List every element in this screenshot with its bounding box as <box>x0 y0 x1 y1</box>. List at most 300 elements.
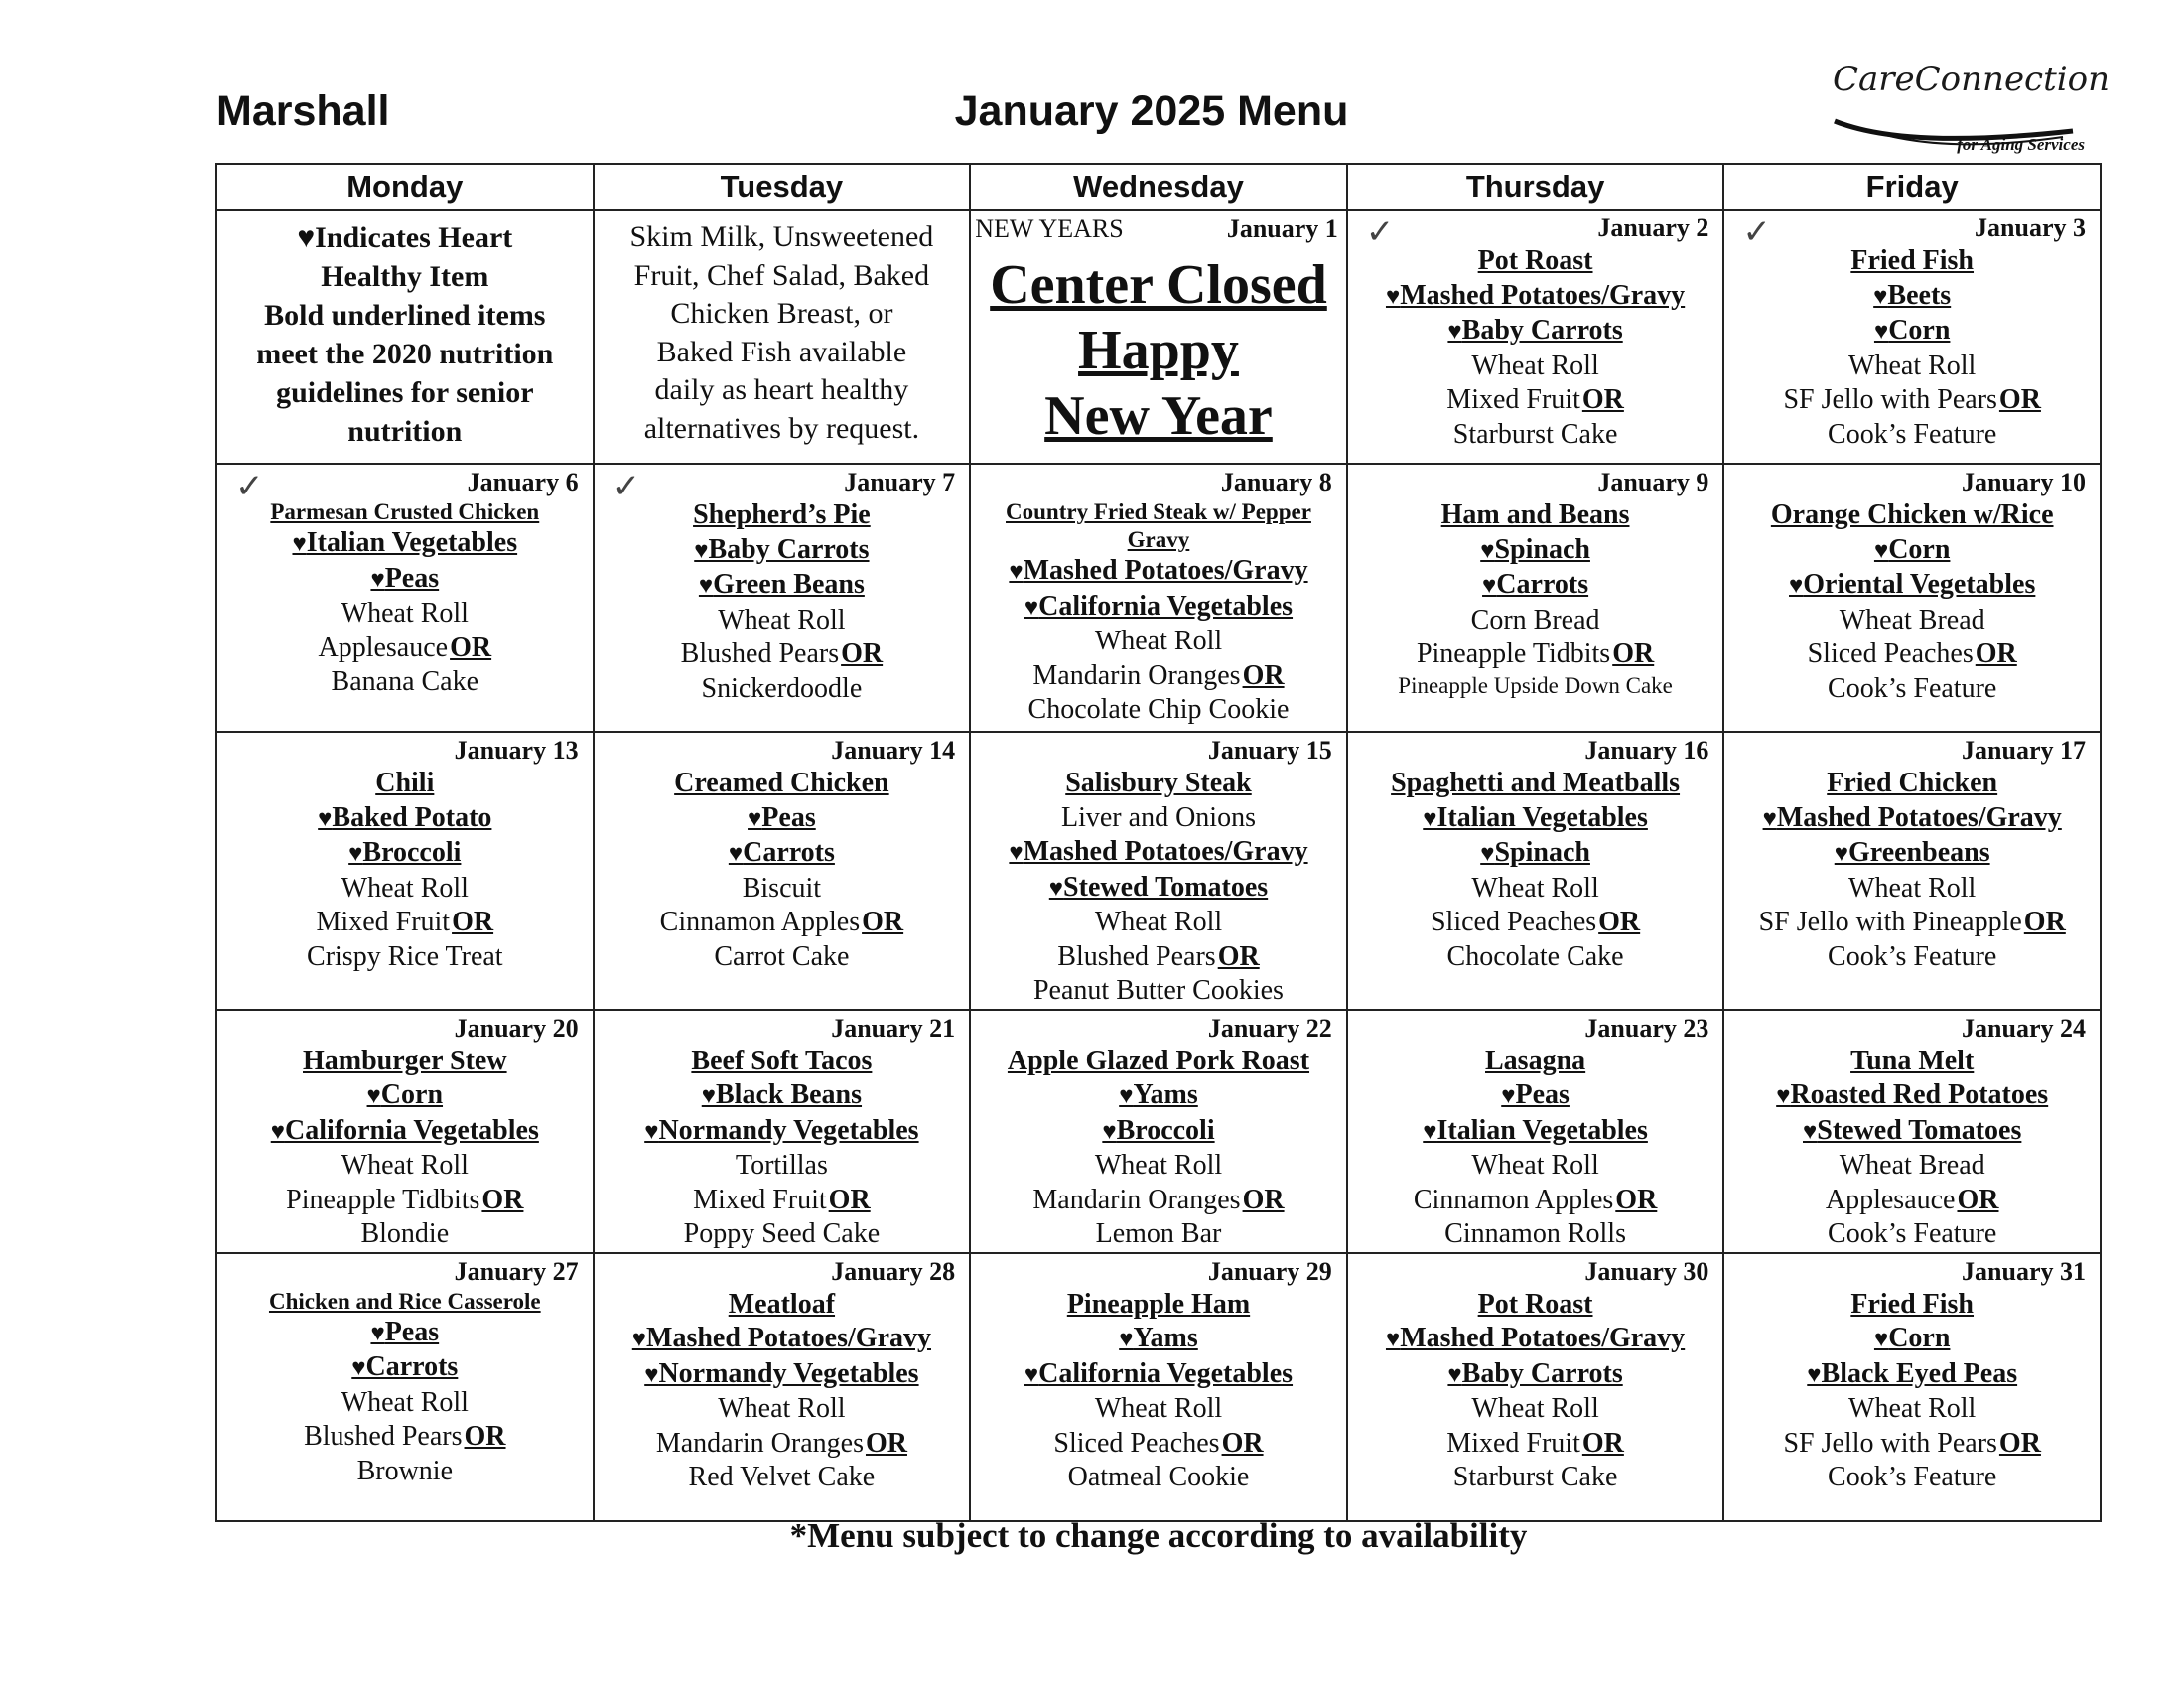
menu-item-text: Normandy Vegetables <box>658 1357 919 1389</box>
menu-item <box>1356 350 1715 384</box>
heart-healthy-icon: ♥ <box>1447 319 1462 345</box>
menu-item-text: California Vegetables <box>1038 1357 1294 1389</box>
day-cell <box>1723 1010 2101 1253</box>
menu-item <box>1732 672 2092 707</box>
menu-item-text: Wheat Roll <box>1094 1150 1223 1181</box>
heart-healthy-icon: ♥ <box>292 531 307 557</box>
menu-item-text: Stewed Tomatoes <box>1063 871 1269 903</box>
menu-item <box>1732 244 2092 279</box>
weekday-header-row <box>216 164 2101 210</box>
day-cell <box>594 732 971 1010</box>
heart-healthy-icon: ♥ <box>1119 1327 1134 1352</box>
day-date: January 2 <box>1597 213 1709 242</box>
menu-item-text: Black Eyed Peas <box>1821 1357 2018 1389</box>
menu-item-text: Baby Carrots <box>1461 1357 1623 1389</box>
menu-item <box>1356 637 1715 672</box>
heart-healthy-icon: ♥ <box>694 537 709 564</box>
or-separator: OR <box>1581 1427 1624 1459</box>
menu-item <box>1356 1392 1715 1427</box>
menu-item <box>1732 872 2092 907</box>
logo-name: CareConnection <box>1833 60 2111 99</box>
menu-item <box>603 767 962 801</box>
menu-item <box>603 836 962 872</box>
menu-item-text: Mashed Potatoes/Gravy <box>646 1323 931 1353</box>
or-separator: OR <box>450 632 492 663</box>
heart-healthy-icon: ♥ <box>1834 841 1848 867</box>
page-title: January 2025 Menu <box>954 87 1349 135</box>
menu-item <box>603 672 962 707</box>
menu-item <box>225 1420 585 1455</box>
menu-item <box>603 568 962 604</box>
menu-item <box>1356 801 1715 837</box>
menu-item <box>225 1288 585 1316</box>
heart-healthy-icon: ♥ <box>318 805 333 832</box>
menu-item-text: Sliced Peaches <box>1053 1427 1220 1459</box>
heart-healthy-icon: ♥ <box>644 1118 659 1145</box>
menu-item <box>603 637 962 672</box>
holiday-cell <box>970 210 1347 464</box>
day-date: January 14 <box>831 736 956 765</box>
menu-item-text: Chili <box>375 768 435 798</box>
menu-item <box>979 1149 1338 1184</box>
alternatives-info-line: alternatives by request. <box>643 411 920 445</box>
menu-item <box>979 1114 1338 1150</box>
menu-item-text: Gravy <box>1127 527 1190 552</box>
heart-healthy-icon: ♥ <box>351 1355 366 1381</box>
menu-item-text: Carrots <box>365 1351 459 1382</box>
menu-item-text: Cook’s Feature <box>1828 1218 1997 1249</box>
menu-item <box>603 906 962 940</box>
menu-item-text: Cook’s Feature <box>1828 418 1997 450</box>
menu-item <box>1732 604 2092 638</box>
heart-healthy-icon: ♥ <box>1423 805 1437 832</box>
heart-healthy-icon: ♥ <box>748 805 762 832</box>
heart-healthy-icon: ♥ <box>1385 283 1401 310</box>
menu-item-text: Mandarin Oranges <box>1032 659 1241 691</box>
day-cell <box>216 732 594 1010</box>
day-cell <box>1347 210 1724 464</box>
heart-healthy-icon: ♥ <box>728 841 744 867</box>
menu-item <box>1356 568 1715 604</box>
menu-item <box>225 1350 585 1386</box>
day-date: January 8 <box>1220 468 1332 496</box>
menu-item-text: Pineapple Ham <box>1066 1288 1251 1320</box>
day-cell <box>216 464 594 732</box>
or-separator: OR <box>1612 638 1655 669</box>
menu-item <box>1732 1288 2092 1323</box>
legend-line: Healthy Item <box>321 260 489 293</box>
menu-item-text: Blushed Pears <box>304 1421 463 1452</box>
menu-item <box>225 872 585 907</box>
heart-healthy-icon: ♥ <box>1119 1083 1134 1109</box>
or-separator: OR <box>1998 384 2041 415</box>
day-date: January 21 <box>831 1013 956 1043</box>
menu-item-text: Shepherd’s Pie <box>693 499 871 530</box>
menu-item <box>979 1288 1338 1323</box>
menu-item <box>979 590 1338 626</box>
menu-item <box>225 906 585 940</box>
day-cell <box>594 1253 971 1521</box>
heart-healthy-icon: ♥ <box>1102 1118 1117 1145</box>
menu-item <box>603 1288 962 1323</box>
menu-item-text: Blushed Pears <box>1057 940 1216 972</box>
alternatives-info-line: Fruit, Chef Salad, Baked <box>633 258 930 292</box>
day-cell <box>970 464 1347 732</box>
menu-item-text: Parmesan Crusted Chicken <box>270 499 540 524</box>
care-connection-logo <box>1825 56 2111 159</box>
menu-item <box>979 906 1338 940</box>
day-date: January 23 <box>1584 1013 1709 1043</box>
menu-item <box>1732 1078 2092 1114</box>
or-separator: OR <box>841 638 884 669</box>
menu-item <box>979 1357 1338 1393</box>
day-cell <box>970 732 1347 1010</box>
menu-item-text: Wheat Bread <box>1839 1150 1985 1181</box>
day-date: January 29 <box>1207 1256 1332 1286</box>
menu-item-text: Wheat Roll <box>341 1386 469 1418</box>
menu-item <box>225 1455 585 1489</box>
menu-item-text: California Vegetables <box>284 1114 539 1146</box>
heart-healthy-icon: ♥ <box>370 1320 385 1346</box>
menu-item <box>225 1114 585 1150</box>
menu-item <box>1732 801 2092 837</box>
menu-item <box>1356 1322 1715 1357</box>
menu-item-text: Black Beans <box>716 1079 863 1110</box>
heart-healthy-icon: ♥ <box>1482 573 1497 599</box>
menu-item <box>1356 604 1715 638</box>
menu-item <box>225 801 585 837</box>
menu-item-text: Wheat Bread <box>1839 604 1985 635</box>
menu-item-text: Peas <box>1515 1079 1570 1110</box>
or-separator: OR <box>1615 1184 1658 1215</box>
menu-item <box>225 665 585 700</box>
menu-item-text: Carrots <box>1496 569 1589 600</box>
menu-item-text: Lemon Bar <box>1095 1218 1222 1249</box>
menu-item-text: Cinnamon Apples <box>1413 1184 1614 1215</box>
menu-item <box>603 1184 962 1218</box>
menu-item-text: Wheat Roll <box>1471 872 1599 904</box>
menu-item-text: Wheat Roll <box>1848 350 1977 381</box>
or-separator: OR <box>1998 1427 2041 1459</box>
menu-item <box>1732 1217 2092 1252</box>
legend-line: meet the 2020 nutrition <box>256 338 554 370</box>
menu-item <box>1356 498 1715 533</box>
menu-item-text: Beef Soft Tacos <box>691 1045 873 1076</box>
menu-item <box>603 1322 962 1357</box>
heart-healthy-icon: ♥ <box>698 573 714 599</box>
heart-healthy-icon: ♥ <box>1776 1083 1791 1109</box>
heart-healthy-icon: ♥ <box>1009 559 1024 585</box>
menu-item-text: Tuna Melt <box>1850 1045 1975 1076</box>
menu-item <box>1732 1184 2092 1218</box>
checkmark-icon: ✓ <box>1742 212 1771 252</box>
day-date: January 30 <box>1584 1256 1709 1286</box>
heart-healthy-icon: ♥ <box>1447 1361 1462 1388</box>
menu-item <box>1732 940 2092 975</box>
day-date: January 16 <box>1584 736 1709 765</box>
menu-item <box>603 1357 962 1393</box>
or-separator: OR <box>481 1184 524 1215</box>
menu-item-text: Fried Fish <box>1850 245 1975 276</box>
day-date: January 15 <box>1207 736 1332 765</box>
heart-healthy-icon: ♥ <box>631 1327 647 1352</box>
menu-item-text: Brownie <box>356 1455 454 1486</box>
menu-item-text: Normandy Vegetables <box>658 1114 919 1146</box>
week-row <box>216 1253 2101 1521</box>
day-date: January 3 <box>1975 213 2086 242</box>
menu-item-text: Pineapple Tidbits <box>1416 638 1611 669</box>
menu-item <box>1732 279 2092 315</box>
menu-item <box>603 1427 962 1462</box>
day-date: January 27 <box>454 1256 579 1286</box>
heart-healthy-icon: ♥ <box>1873 319 1889 345</box>
menu-item-text: Blondie <box>360 1218 450 1249</box>
holiday-greeting: Happy <box>1078 320 1239 381</box>
menu-item-text: Pineapple Upside Down Cake <box>1398 672 1673 698</box>
menu-item-text: Fried Chicken <box>1827 768 1998 798</box>
menu-item-text: Snickerdoodle <box>701 672 863 704</box>
menu-item <box>1356 244 1715 279</box>
menu-item-text: Applesauce <box>318 632 449 663</box>
menu-item <box>979 1184 1338 1218</box>
menu-item <box>225 836 585 872</box>
menu-item-text: Ham and Beans <box>1440 499 1630 530</box>
or-separator: OR <box>1217 940 1260 972</box>
menu-item-text: Corn <box>380 1079 444 1110</box>
or-separator: OR <box>1957 1184 1999 1215</box>
or-separator: OR <box>1581 384 1624 415</box>
legend-cell <box>216 210 594 464</box>
menu-item-text: Wheat Roll <box>1848 872 1977 904</box>
heart-healthy-icon: ♥ <box>348 841 363 867</box>
menu-item-text: Apple Glazed Pork Roast <box>1007 1045 1310 1076</box>
menu-item <box>979 1322 1338 1357</box>
menu-item <box>1356 1461 1715 1495</box>
menu-item-text: Greenbeans <box>1848 837 1990 868</box>
menu-item <box>1732 533 2092 569</box>
menu-item <box>1356 906 1715 940</box>
menu-item-text: Mashed Potatoes/Gravy <box>1023 836 1308 867</box>
day-date: January 10 <box>1962 468 2086 496</box>
menu-item-text: Broccoli <box>362 837 462 868</box>
menu-item-text: Biscuit <box>742 872 822 904</box>
menu-item-text: Chicken and Rice Casserole <box>268 1288 541 1314</box>
checkmark-icon: ✓ <box>1365 212 1395 252</box>
menu-item-text: Banana Cake <box>331 666 479 697</box>
menu-item <box>1732 383 2092 418</box>
or-separator: OR <box>464 1421 506 1452</box>
or-separator: OR <box>865 1427 907 1459</box>
menu-item <box>1356 1149 1715 1184</box>
alternatives-info-line: Skim Milk, Unsweetened <box>629 220 934 253</box>
menu-item <box>1732 1322 2092 1357</box>
menu-item-text: Wheat Roll <box>341 598 469 629</box>
menu-item-text: Red Velvet Cake <box>688 1462 876 1492</box>
menu-item <box>1356 1114 1715 1150</box>
week-row <box>216 1010 2101 1253</box>
day-date: January 13 <box>454 736 579 765</box>
menu-item <box>1356 383 1715 418</box>
menu-item <box>979 835 1338 871</box>
menu-item <box>1356 1184 1715 1218</box>
menu-item-text: Corn <box>1888 1323 1951 1353</box>
day-date: January 31 <box>1962 1256 2086 1286</box>
menu-item-text: Yams <box>1133 1079 1198 1110</box>
day-cell <box>1723 1253 2101 1521</box>
legend-line: Bold underlined items <box>264 299 546 332</box>
menu-item-text: Carrots <box>743 837 835 868</box>
menu-item-text: Spaghetti and Meatballs <box>1391 768 1681 798</box>
menu-item-text: Chocolate Chip Cookie <box>1027 694 1290 725</box>
menu-item-text: California Vegetables <box>1038 590 1294 622</box>
heart-healthy-icon: ♥ <box>1480 841 1495 867</box>
menu-item-text: Liver and Onions <box>1061 801 1256 833</box>
alternatives-info-line: Chicken Breast, or <box>670 297 893 330</box>
menu-disclaimer: *Menu subject to change according to availability <box>789 1516 1528 1555</box>
menu-item-text: Sliced Peaches <box>1430 907 1597 937</box>
day-cell <box>1347 464 1724 732</box>
menu-item-text: Wheat Roll <box>1471 1393 1599 1424</box>
menu-item-text: Oriental Vegetables <box>1803 569 2036 600</box>
menu-item <box>1356 836 1715 872</box>
menu-item <box>1732 637 2092 672</box>
menu-item <box>979 693 1338 728</box>
heart-healthy-icon: ♥ <box>270 1118 285 1145</box>
day-date: January 6 <box>467 468 579 496</box>
menu-item-text: Sliced Peaches <box>1807 638 1974 669</box>
legend-line: guidelines for senior <box>276 376 534 409</box>
menu-item-text: Mashed Potatoes/Gravy <box>1400 279 1686 311</box>
menu-item <box>1356 940 1715 975</box>
location-name: Marshall <box>216 87 390 135</box>
menu-item-text: Peanut Butter Cookies <box>1032 975 1284 1006</box>
day-date: January 28 <box>831 1256 956 1286</box>
menu-item-text: Wheat Roll <box>718 604 846 635</box>
menu-item <box>603 872 962 907</box>
menu-item-text: Mixed Fruit <box>1446 384 1580 415</box>
or-separator: OR <box>1242 659 1285 691</box>
menu-item-text: Mixed Fruit <box>316 907 451 937</box>
week-row <box>216 210 2101 464</box>
center-closed-notice: Center Closed <box>990 254 1327 316</box>
heart-healthy-icon: ♥ <box>1480 537 1495 564</box>
menu-item <box>979 1045 1338 1079</box>
menu-item <box>225 1045 585 1079</box>
menu-item-text: Creamed Chicken <box>674 768 889 798</box>
menu-item-text: Tortillas <box>735 1150 828 1181</box>
menu-item <box>1732 1045 2092 1079</box>
menu-item <box>1356 418 1715 453</box>
or-separator: OR <box>828 1184 871 1215</box>
heart-healthy-icon: ♥ <box>1789 573 1804 599</box>
day-date: January 24 <box>1962 1013 2086 1043</box>
menu-item-text: Meatloaf <box>728 1288 836 1320</box>
menu-item-text: Roasted Red Potatoes <box>1790 1079 2049 1110</box>
menu-item-text: Italian Vegetables <box>1436 801 1648 833</box>
menu-item <box>1356 767 1715 801</box>
menu-item-text: Baby Carrots <box>708 533 870 565</box>
day-cell <box>1723 732 2101 1010</box>
or-separator: OR <box>1221 1427 1264 1459</box>
menu-item <box>1356 279 1715 315</box>
menu-item-text: Mashed Potatoes/Gravy <box>1023 555 1308 586</box>
heart-healthy-icon: ♥ <box>1423 1118 1437 1145</box>
menu-item-text: Oatmeal Cookie <box>1067 1462 1250 1492</box>
menu-item <box>979 940 1338 975</box>
menu-item <box>603 1045 962 1079</box>
menu-item-text: Wheat Roll <box>1094 1393 1223 1424</box>
menu-item <box>979 1217 1338 1252</box>
menu-item <box>603 1149 962 1184</box>
menu-item <box>1356 314 1715 350</box>
menu-item <box>1356 672 1715 700</box>
menu-calendar <box>215 163 2102 1522</box>
menu-item <box>1732 1427 2092 1462</box>
day-cell <box>1347 1010 1724 1253</box>
day-header-tuesday: Tuesday <box>594 164 971 210</box>
day-cell <box>216 1010 594 1253</box>
day-date: January 17 <box>1962 736 2086 765</box>
menu-item <box>1356 1078 1715 1114</box>
menu-item-text: Wheat Roll <box>1094 626 1223 656</box>
menu-item-text: Mandarin Oranges <box>655 1427 864 1459</box>
heart-healthy-icon: ♥ <box>1873 1327 1889 1352</box>
day-cell <box>1347 1253 1724 1521</box>
menu-item-text: Blushed Pears <box>680 638 840 669</box>
menu-item-text: Lasagna <box>1485 1045 1586 1076</box>
menu-item-text: Beets <box>1887 279 1952 311</box>
menu-item-text: Applesauce <box>1825 1184 1956 1215</box>
menu-item <box>603 498 962 533</box>
day-cell <box>970 1010 1347 1253</box>
menu-item-text: Hamburger Stew <box>303 1045 507 1076</box>
menu-item <box>603 1392 962 1427</box>
menu-item-text: Spinach <box>1494 837 1590 868</box>
legend-line: nutrition <box>347 415 463 448</box>
menu-item <box>979 625 1338 659</box>
day-date: January 1 <box>1226 214 1338 243</box>
day-cell <box>216 1253 594 1521</box>
menu-item <box>979 767 1338 801</box>
menu-item <box>1356 1357 1715 1393</box>
menu-item-text: Mixed Fruit <box>1446 1427 1580 1459</box>
menu-item-text: Carrot Cake <box>714 940 850 972</box>
checkmark-icon: ✓ <box>612 467 641 506</box>
menu-item <box>603 1078 962 1114</box>
menu-item-text: Crispy Rice Treat <box>307 940 503 972</box>
menu-item-text: SF Jello with Pineapple <box>1758 907 2022 937</box>
menu-item <box>1732 906 2092 940</box>
menu-item-text: Corn Bread <box>1470 604 1600 635</box>
menu-item <box>979 1427 1338 1462</box>
heart-healthy-icon: ♥ <box>370 566 385 593</box>
menu-item <box>1732 1392 2092 1427</box>
or-separator: OR <box>452 907 494 937</box>
menu-item-text: Wheat Roll <box>1094 907 1223 937</box>
logo-tagline: for Aging Services <box>1957 135 2085 154</box>
menu-item-text: Fried Fish <box>1850 1288 1975 1320</box>
checkmark-icon: ✓ <box>235 467 264 506</box>
menu-item <box>979 1078 1338 1114</box>
heart-healthy-icon: ♥ <box>1873 537 1889 564</box>
menu-item-text: Starburst Cake <box>1452 418 1618 450</box>
alternatives-info-cell <box>594 210 971 464</box>
menu-item-text: Mashed Potatoes/Gravy <box>1776 801 2062 833</box>
menu-item-text: Wheat Roll <box>341 1150 469 1181</box>
menu-item <box>979 974 1338 1009</box>
menu-item <box>979 1392 1338 1427</box>
menu-item-text: Mandarin Oranges <box>1032 1184 1241 1215</box>
